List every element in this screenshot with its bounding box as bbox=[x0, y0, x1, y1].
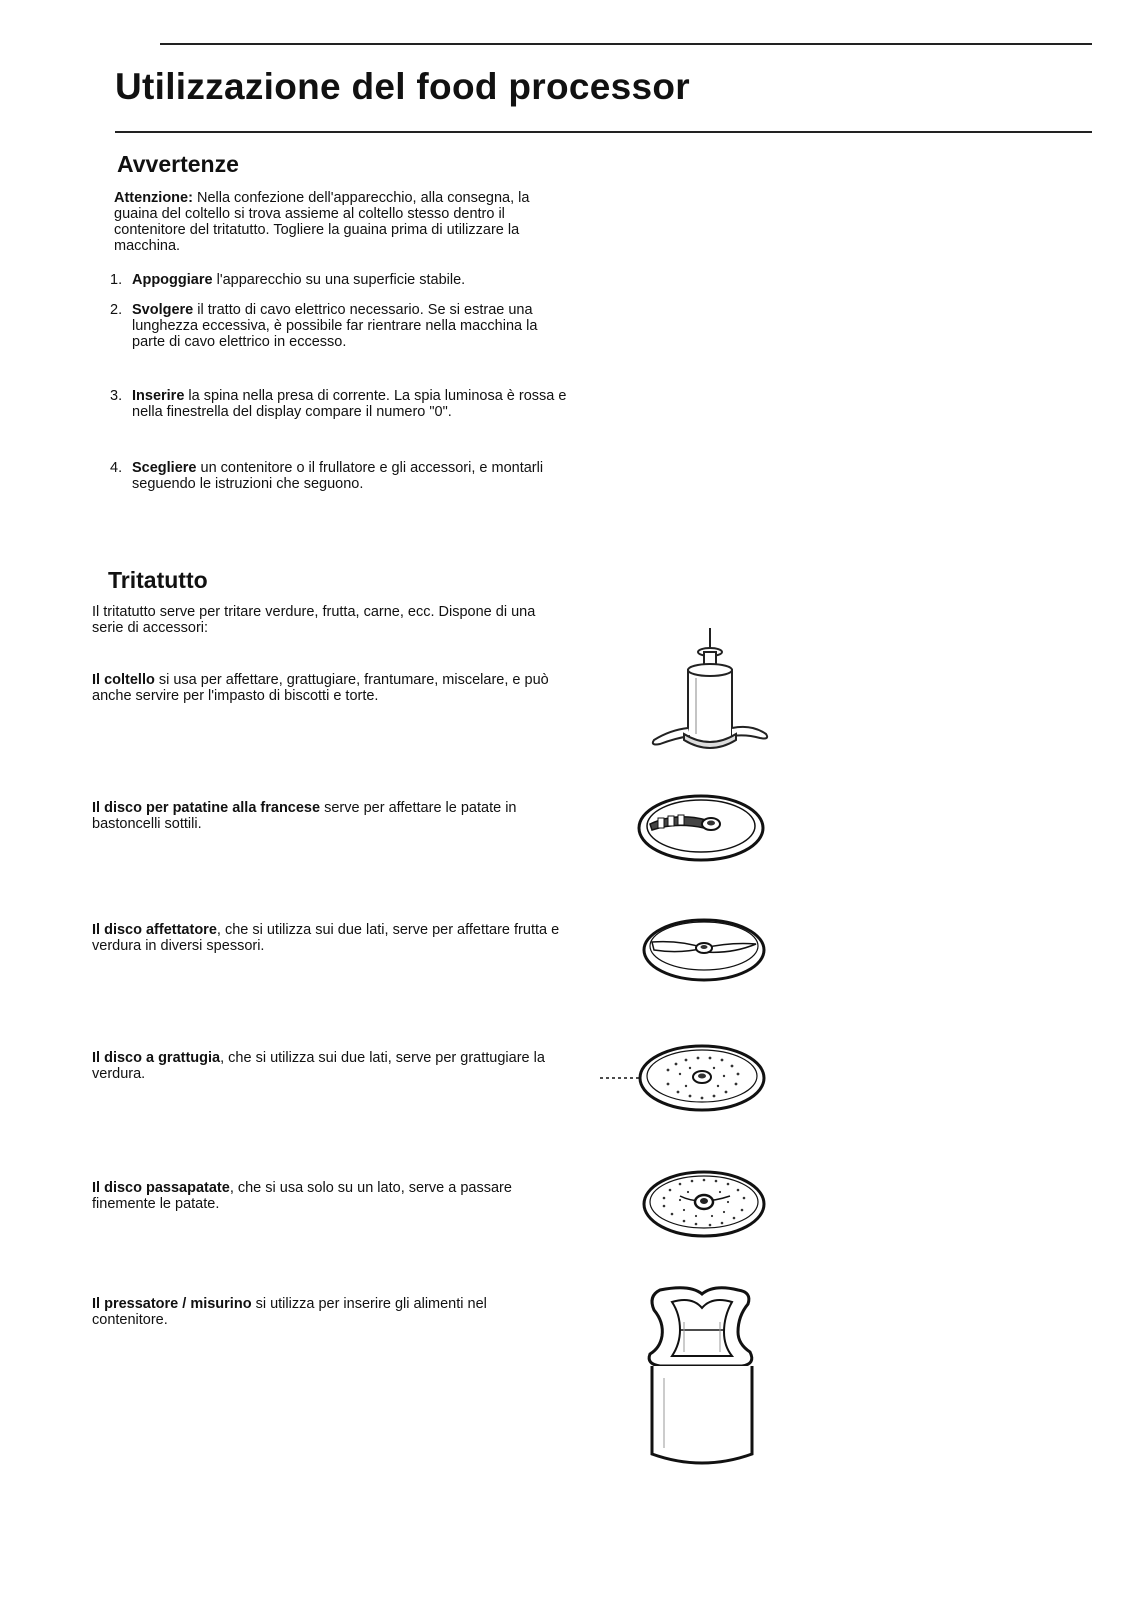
tritatutto-intro: Il tritatutto serve per tritare verdure, frutta, carne, ecc. Dispone di una serie di accessori: bbox=[92, 604, 536, 636]
accessory-text: , che si utilizza sui due lati, serve per grattugiare la verdura. bbox=[92, 1050, 545, 1082]
accessory-name: Il disco passapatate bbox=[92, 1180, 230, 1196]
potato-disc-icon bbox=[640, 1166, 770, 1246]
knife-blade-icon bbox=[640, 620, 780, 770]
french-fry-disc-icon bbox=[636, 790, 766, 870]
step-text: un contenitore o il frullatore e gli accessori, e montarli seguendo le istruzioni che seguono. bbox=[132, 460, 544, 492]
accessory-description-knife bbox=[92, 672, 562, 704]
setup-step bbox=[110, 388, 572, 420]
slicing-disc-icon bbox=[640, 912, 770, 992]
accessory-text: si utilizza per inserire gli alimenti nel contenitore. bbox=[92, 1296, 487, 1328]
accessory-description-french-fry-disc bbox=[92, 800, 562, 832]
step-text: la spina nella presa di corrente. La spia luminosa è rossa e nella finestrella del display compare il numero "0". bbox=[132, 388, 567, 420]
step-number: 2. bbox=[110, 302, 123, 318]
setup-step bbox=[110, 302, 572, 350]
header-rule-bottom bbox=[115, 131, 1092, 133]
accessory-name: Il coltello bbox=[92, 672, 155, 688]
setup-step bbox=[110, 460, 572, 492]
step-number: 3. bbox=[110, 388, 123, 404]
header-rule-top bbox=[160, 43, 1092, 45]
step-number: 1. bbox=[110, 272, 123, 288]
accessory-text: , che si utilizza sui due lati, serve per affettare frutta e verdura in diversi spessori. bbox=[92, 922, 560, 954]
section-heading-tritatutto: Tritatutto bbox=[108, 567, 208, 593]
accessory-description-pusher bbox=[92, 1296, 562, 1328]
accessory-description-slicing-disc bbox=[92, 922, 562, 954]
step-verb: Inserire bbox=[132, 388, 185, 404]
accessory-text: , che si usa solo su un lato, serve a passare finemente le patate. bbox=[92, 1180, 512, 1212]
setup-step bbox=[110, 272, 572, 288]
accessory-text: serve per affettare le patate in bastoncelli sottili. bbox=[92, 800, 517, 832]
attention-paragraph bbox=[114, 190, 569, 254]
accessory-name: Il disco affettatore bbox=[92, 922, 217, 938]
accessory-name: Il pressatore / misurino bbox=[92, 1296, 252, 1312]
section-heading-avvertenze: Avvertenze bbox=[117, 151, 239, 177]
attention-label: Attenzione: bbox=[114, 190, 193, 206]
step-number: 4. bbox=[110, 460, 123, 476]
grating-disc-icon bbox=[598, 1040, 768, 1120]
accessory-text: si usa per affettare, grattugiare, frantumare, miscelare, e può anche servire per l'impasto di biscotti e torte. bbox=[92, 672, 549, 704]
accessory-name: Il disco a grattugia bbox=[92, 1050, 221, 1066]
step-text: il tratto di cavo elettrico necessario. Se si estrae una lunghezza eccessiva, è possibile far rientrare nella macchina la parte di cavo elettrico in eccesso. bbox=[132, 302, 538, 350]
accessory-description-grating-disc bbox=[92, 1050, 562, 1082]
pusher-measuring-cup-icon bbox=[642, 1282, 762, 1472]
step-verb: Scegliere bbox=[132, 460, 197, 476]
accessory-description-potato-disc bbox=[92, 1180, 562, 1212]
attention-text: Nella confezione dell'apparecchio, alla consegna, la guaina del coltello si trova assieme al coltello stesso dentro il contenitore del tritatutto. Togliere la guaina prima di utilizzare la macchina. bbox=[114, 190, 530, 254]
step-text: l'apparecchio su una superficie stabile. bbox=[212, 272, 466, 288]
step-verb: Svolgere bbox=[132, 302, 194, 318]
step-verb: Appoggiare bbox=[132, 272, 213, 288]
accessory-name: Il disco per patatine alla francese bbox=[92, 800, 321, 816]
page-title: Utilizzazione del food processor bbox=[115, 66, 690, 107]
